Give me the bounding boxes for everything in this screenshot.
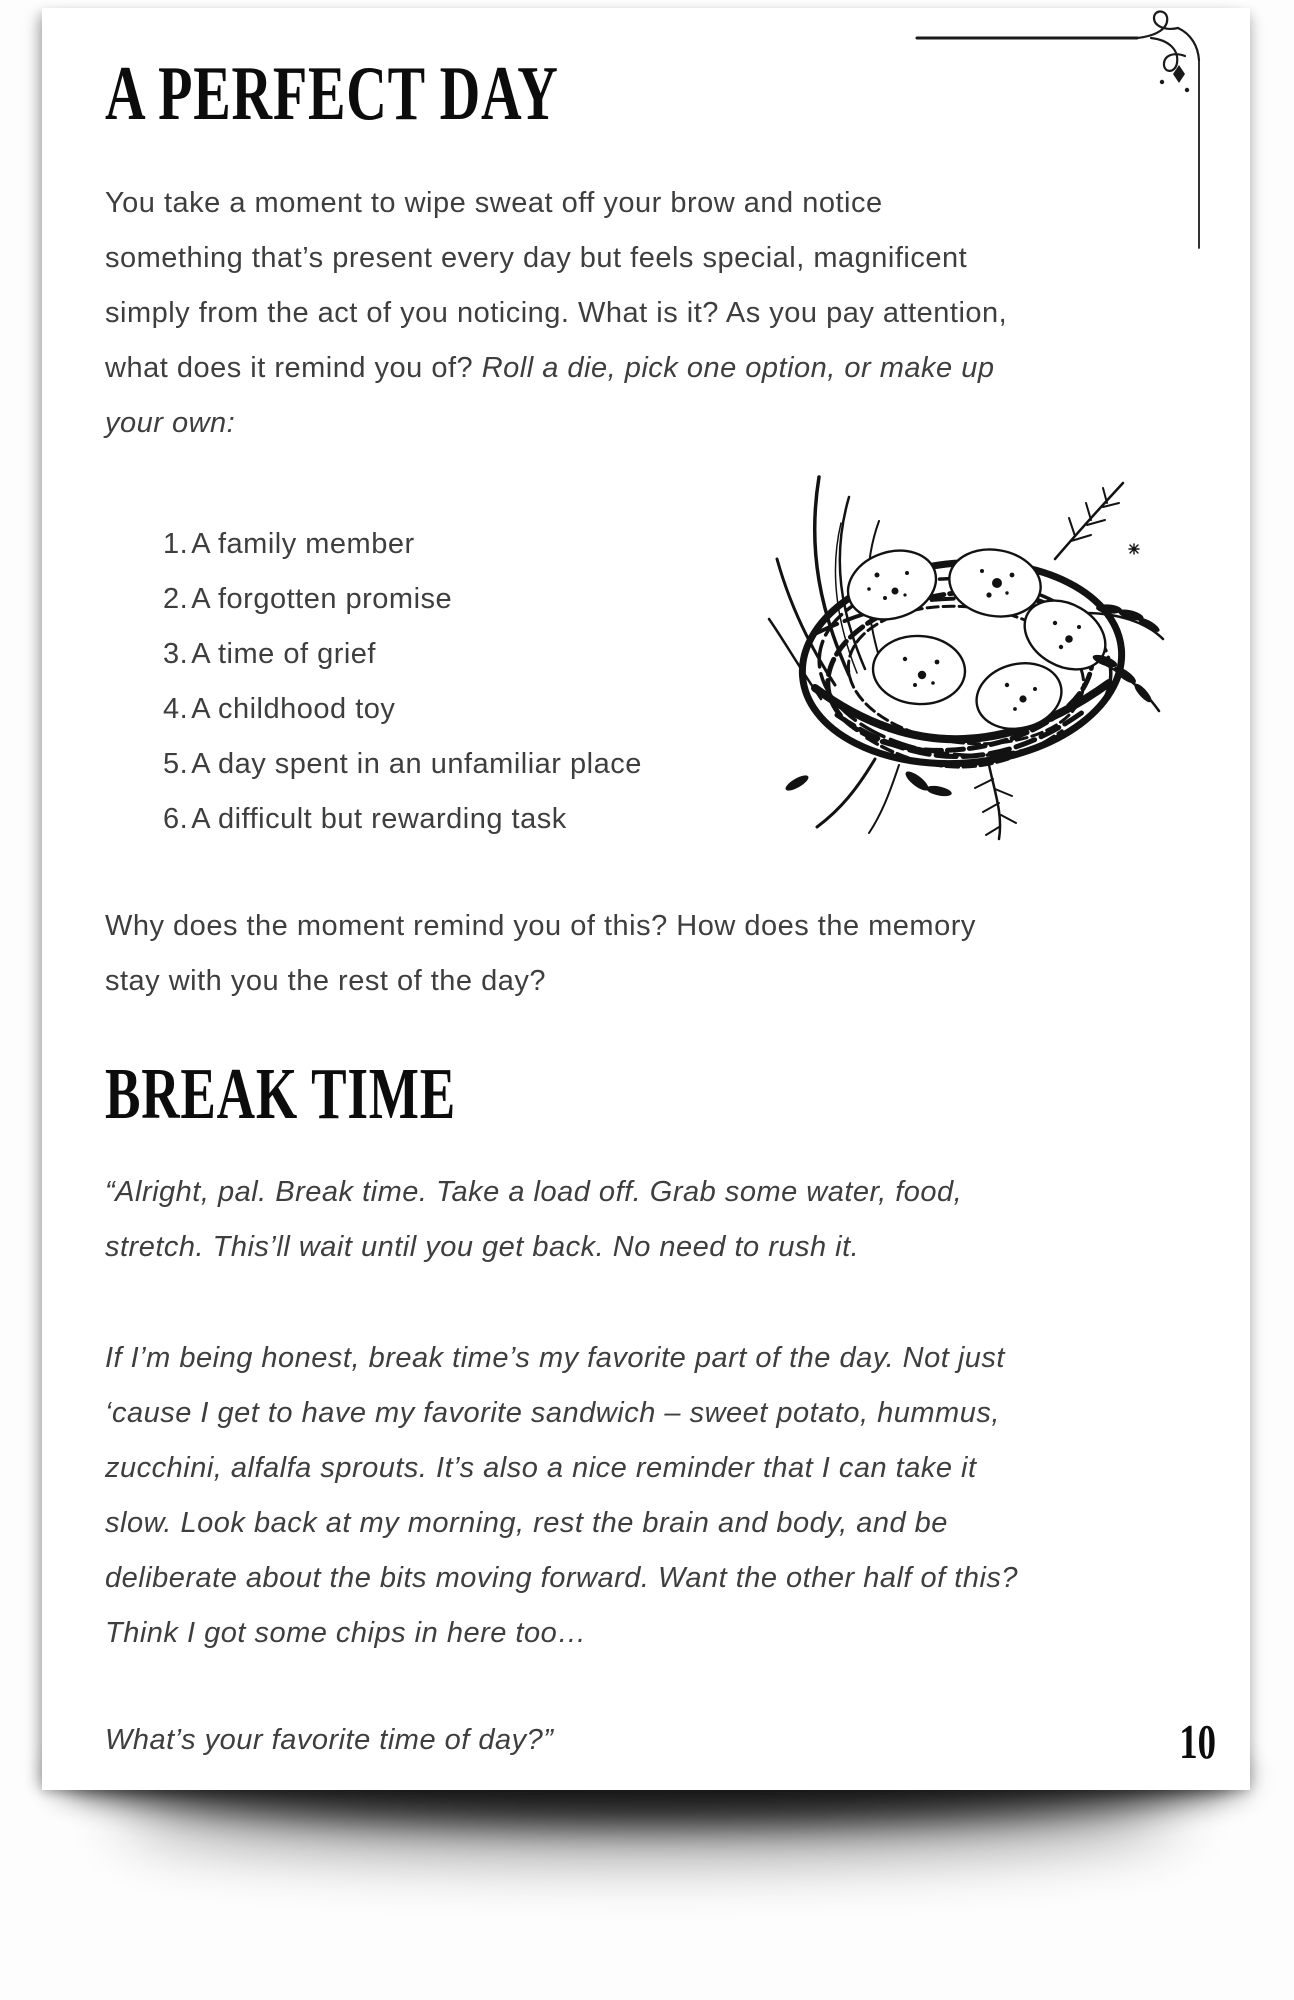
option-label: A childhood toy — [191, 693, 396, 725]
quote-paragraph-3: What’s your favorite time of day?” — [105, 1724, 554, 1756]
option-label: A family member — [191, 528, 415, 560]
corner-flourish-icon — [915, 8, 1215, 253]
intro-line4-italic: Roll a die, pick one option, or make up — [481, 352, 995, 384]
intro-line5-italic: your own: — [105, 407, 236, 439]
option-number: 6. — [163, 803, 189, 835]
option-number: 5. — [163, 748, 189, 780]
intro-text-regular: You take a moment to wipe sweat off your brow and notice something that’s present every day but feels special, magnificent simply from the act of you noticing. What is it? As you pay attention, — [105, 187, 1008, 329]
section-title-break-time: BREAK TIME — [105, 1054, 457, 1135]
intro-line4-regular: what does it remind you of? — [105, 352, 482, 384]
quote-paragraph-1: “Alright, pal. Break time. Take a load off. Grab some water, food, stretch. This’ll wait until you get back. No need to rush it. — [105, 1176, 963, 1263]
bird-nest-illustration — [757, 463, 1167, 843]
option-label: A forgotten promise — [191, 583, 453, 615]
option-number: 4. — [163, 693, 189, 725]
page-number: 10 — [1179, 1714, 1216, 1769]
option-label: A time of grief — [191, 638, 376, 670]
follow-up-question: Why does the moment remind you of this? How does the memory stay with you the rest of the day? — [105, 910, 976, 997]
option-label: A day spent in an unfamiliar place — [191, 748, 642, 780]
option-number: 3. — [163, 638, 189, 670]
option-label: A difficult but rewarding task — [191, 803, 567, 835]
option-number: 1. — [163, 528, 189, 560]
book-page — [42, 8, 1250, 1790]
section-title-a-perfect-day: A PERFECT DAY — [105, 51, 559, 137]
option-number: 2. — [163, 583, 189, 615]
quote-paragraph-2: If I’m being honest, break time’s my favorite part of the day. Not just ‘cause I get to have my favorite sandwich – sweet potato, hummus, zucchini, alfalfa sprouts. It’s also a nice reminder that I can take it slow. Look back at my morning, rest the brain and body, and be deliberate about the bits moving forward. Want the other half of this? Think I got some chips in here too… — [105, 1342, 1019, 1649]
